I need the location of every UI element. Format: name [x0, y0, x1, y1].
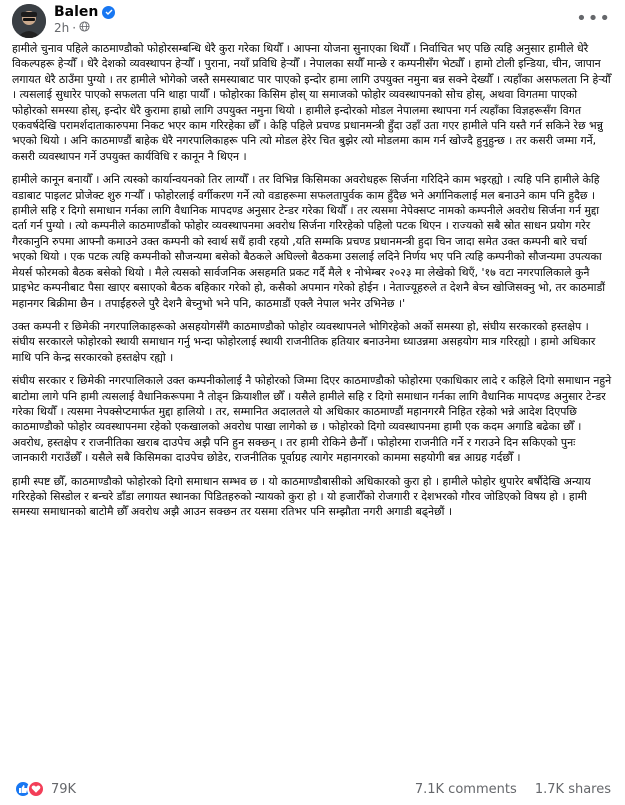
- post-paragraph-5: हामी स्पष्ट छौँ, काठमाण्डौको फोहोरको दिगो समाधान सम्भव छ । यो काठमाण्डौबासीको अधिकारको कुरा हो । हामीले फोहोर थुपारेर बर्षौदेखि अन्याय गरिरहेको सिस्डोल र बन्चरे डाँडा लगायत स्थानका पिडितहरुको न्यायको कुरा हो । यो हजारौँको रोजगारी र देशभरको गौरव जोडिएको विषय हो । हामी समस्या समाधानको बाटोमै छौँ अवरोध अझै आउन सक्छन तर यसमा रतिभर पनि सम्झौता नगरी अगाडी बढ्नेछौं ।: [12, 474, 591, 519]
- post-time[interactable]: 2h: [54, 21, 70, 35]
- post-paragraph-4: संघीय सरकार र छिमेकी नगरपालिकाले उक्त कम्पनीकोलाई नै फोहोरको जिम्मा दिएर काठमाण्डौको फोहोरमा एकाधिकार लादे र कहिले दिगो समाधान नहुने बाटोमा लागे पनि हामी त्यसलाई वैधानिकरूपमा नै तोड्न क्रियाशील छौँ । यसैले हामीले सहि र दिगो समाधान गर्नका लागि वैधानिक मापदण्ड अनुसार टेन्डर गरेका थियौँ । त्यसमा नेपक्सेप्टमार्फत मुद्दा हालियो । तर, सम्मानित अदालतले यो अधिकार काठमाण्डौं महानगरमै निहित रहेको भन्ने आदेश दिएपछि काठमाण्डौको फोहोर व्यवस्थापनमा रहेको एकखालको अवरोध पाखा लागेको छ । फोहोरको दिगो व्यवस्थापनमा हामी एक कदम अगाडि बढेका छौँ । अवरोध, हस्तक्षेप र राजनीतिका खराब दाउपेच अझै पनि हुन सक्छन् । तर हामी रोकिने छैनौँ । फोहोरमा राजनीति गर्ने र गराउने दिन सकिएको पुनः जानकारी गराउँछौँ । यसैले सबै किसिमका दाउपेच छोडेर, राजनीतिक पूर्वाग्रह त्यागेर महानगरको काममा सहयोगी बन्न आग्रह गर्दछौँ ।: [12, 374, 612, 465]
- post-header: [0, 0, 625, 40]
- post-footer: [0, 778, 625, 802]
- post-meta: [54, 21, 90, 35]
- post-paragraph-1: हामीले चुनाव पहिले काठमाण्डौको फोहोरसम्बन्धि धेरै कुरा गरेका थियौँ । आफ्ना योजना सुनाएका थियौँ । निर्वाचित भए पछि त्यहि अनुसार हामीले धेरै विकल्पहरू हेर्‍यौँ । धेरै देशको व्यवस्थापन हेर्‍यौँ । पुराना, नयाँ प्रविधि हेर्‍यौँ । नेपालका सयौँ मान्छे र कम्पनीसँग भेट्यौँ । हामो टोली इन्डिया, चीन, जापान लगायत धेरै ठाउँमा पुग्यो । तर हामीले भोगेको जस्तै समस्याबाट पार पाएको इन्दोर हामा लागि उपयुक्त नमुना बन्न सक्ने देख्यौँ । त्यहाँका असफलता नि हेर्‍यौँ । त्यसलाई सुधारेर पाएको सफलता पनि थाहा पायौँ । फोहोरका किसिम होस् या समाजको फोहोर व्यवस्थापनको सोच होस्, अथवा विगतमा पाएको फोहोरको समस्या होस्, इन्दोर धेरै कुरामा हाम्रो लागि उपयुक्त नमुना थियो । हामीले इन्दोरको मोडल नेपालमा स्थापना गर्न त्यहाँका विज्ञहरूसँग विगत एकवर्षदेखि परामर्शदाताकारुपमा निकट भएर काम गरिरहेका छौँ । केहि पहिले प्रचण्ड प्रधानमन्त्री हुँदा उहाँ उता गएर हामीले पनि यस्तै गर्न सकिने रेछ भन्नु भएको थियो । अनि काठमाण्डौं बाहेक धेरै नगरपालिकाहरू पनि त्यो मोडल हेरेर चित बुझेर त्यो मोडलमा काम गर्न खोज्दै हुनुहुन्छ । तर कसरी जम्मा गर्ने, कसरी व्यवस्थापन गर्ने उपयुक्त कार्यविधि र कानून नै थिएन ।: [12, 42, 611, 163]
- author-name-row: [54, 4, 115, 20]
- avatar-portrait-icon: [12, 4, 46, 38]
- post-paragraph-3: उक्त कम्पनी र छिमेकी नगरपालिकाहरूको असहयोगसँगै काठमाण्डौको फोहोर व्यवस्थापनले भोगिरहेको अर्को समस्या हो, संघीय सरकारको हस्तक्षेप । संघीय सरकारले फोहोरको स्थायी समाधान गर्नु भन्दा फोहोरलाई स्थायी राजनीतिक हतियार बनाउनेमा ध्याउन्नमा असहयोग मात्र गरिरह्यो । हामो अधिकार माथि पनि केन्द्र सरकारको हस्तक्षेप रह्यो ।: [12, 319, 596, 364]
- meta-separator: ·: [72, 21, 77, 35]
- shares-count[interactable]: 1.7K shares: [534, 782, 611, 797]
- engagement-stats: [401, 782, 611, 797]
- love-reaction-icon: [27, 780, 45, 798]
- comments-count[interactable]: 7.1K comments: [414, 782, 517, 797]
- post-body: [12, 41, 613, 528]
- avatar[interactable]: [12, 4, 46, 38]
- reaction-count: 79K: [51, 781, 77, 797]
- reactions-summary[interactable]: [14, 780, 76, 798]
- more-options-icon[interactable]: •••: [576, 8, 611, 29]
- globe-icon: [79, 21, 90, 35]
- post-paragraph-2: हामीले कानून बनायौँ । अनि त्यस्को कार्यान्वयनको तिर लाग्यौँ । तर विभिन्न किसिमका अवरोधहरू सिर्जना गरिदिने काम भइरह्यो । त्यहि पनि हामीले केहि वडाबाट पाइलट प्रोजेक्ट शुरु गर्‍यौँ । फोहोरलाई वर्गीकरण गर्ने त्यो वडाहरूमा सफलतापुर्वक काम हुँदैछ भने अर्गानिकलाई मल बनाउने काम पनि हुदैछ । हामीले सहि र दिगो समाधान गर्नका लागि वैधानिक मापदण्ड अनुसार टेन्डर गरेका थियौँ । तर त्यसमा नेपेक्सप्ट नामको कम्पनीले अवरोध सिर्जना गर्न मुद्दा दर्ता गर्न पुग्यो । त्यो कम्पनीले काठमाण्डौंको फोहोर व्यवस्थापनमा अवरोध सिर्जना गरिरहेको पहिलो पटक थिएन । राज्यको सबै स्रोत साधन प्रयोग गरेर गैरकानुनि रुपमा आफ्नौ कमाउने उक्त कम्पनी को स्वार्थ सधैं हावी रहयो ,यति सम्मकि प्रचण्ड प्रधानमन्त्री हुदा चिन जादा समेत उक्त कम्पनी बारे चर्चा भएको थियो । एक पटक त्यहि कम्पनीको सौजन्यमा बसेको बैठकले अघिल्लो बैठकमा उसलाई लदिने निर्णय भए पनि त्यहि कम्पनीको सौजन्यमा उपत्यका मेयर्स फोरमको बैठक बसेको थियो । मैले त्यसको सार्वजनिक असहमति प्रकट गर्दै मैले १ नोभेम्बर २०२३ मा लेखेको थिएँ, '१७ वटा नगरपालिकाले कुनै प्राइभेट कम्पनीबाट पैसा खाएर बसाएको बैठक बहिकार गरेको हो, कसैको अपमान गरेको होईन । नेताज्यूहरुले त देशनै बेच्न खोजिसक्नु भो, तर काठमाडौं महानगर बिक्रीमा छैन । तपाईंहरुले पुरै देशनै बेच्नुभो भने पनि, काठमाडौं एक्लै नेपाल भनेर उभिनेछ ।': [12, 173, 606, 310]
- author-name[interactable]: Balen: [54, 4, 99, 20]
- verified-badge-icon: [102, 6, 115, 19]
